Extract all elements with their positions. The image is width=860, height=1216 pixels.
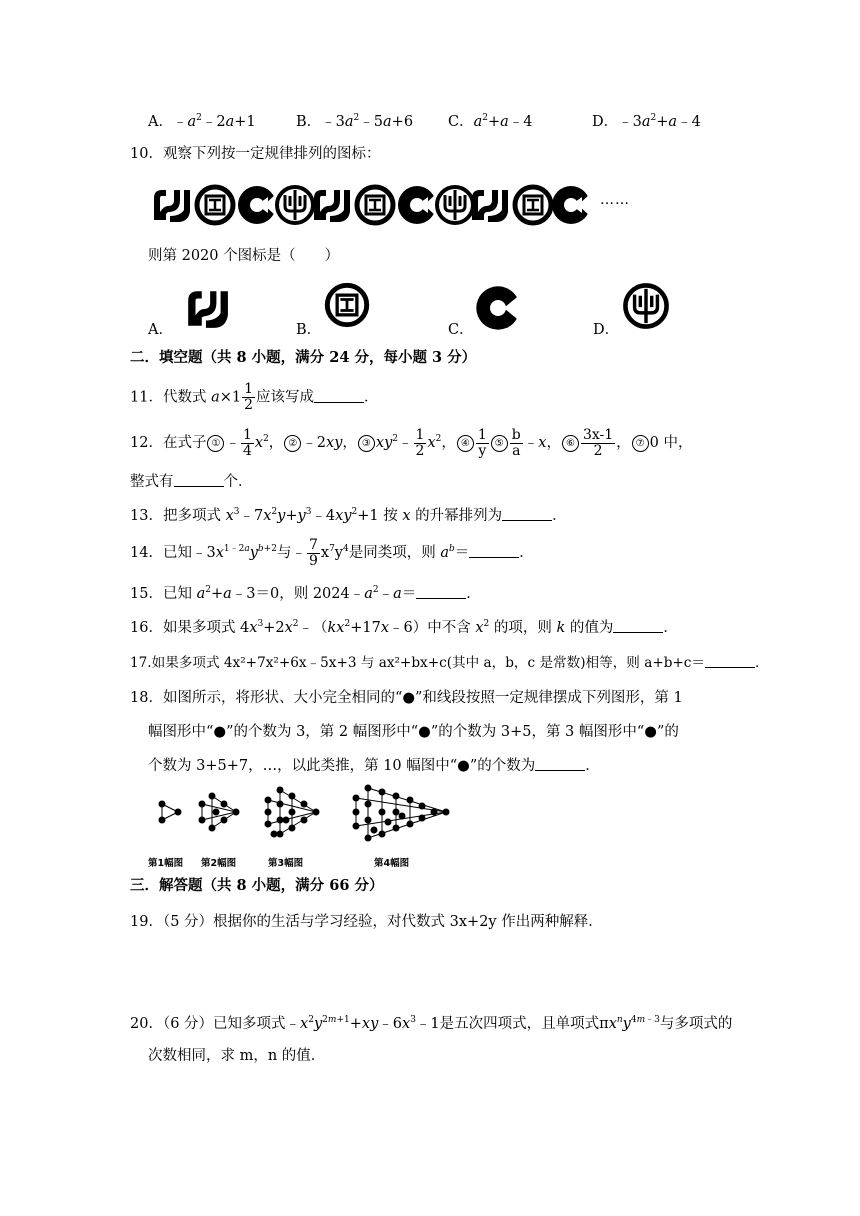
- q16-answer-blank[interactable]: [613, 619, 663, 633]
- q10-option-a-label: A．: [148, 322, 173, 338]
- q13: 13．把多项式 $x^3﹣7x^2y+y^3﹣4xy^2+1$ 按 x 的升幂排列为 ．: [130, 507, 567, 524]
- q15: 15．已知 $a^2+a﹣3=0$，则 $2024﹣a^2﹣a=$ ．: [130, 585, 481, 602]
- bocom-logo-icon: [176, 286, 238, 332]
- sequence-ellipsis: ……: [600, 192, 630, 208]
- dot-pattern-figures: [150, 784, 460, 850]
- q10-stem: 10．观察下列按一定规律排列的图标：: [130, 146, 381, 162]
- q20-line1: 20．（6 分）已知多项式$﹣x^2y^{2m+1}+xy﹣6x^3﹣1$是五次四项式，且单项式$\pi x^ny^{4m﹣3}$与多项式的: [130, 1015, 733, 1032]
- figure-label-4: 第4幅图: [374, 858, 410, 869]
- logo-sequence: [150, 182, 590, 226]
- section3-title: 三．解答题（共 8 小题，满分 66 分）: [130, 877, 384, 894]
- q11-fraction: $\frac{1}{2}$: [244, 381, 254, 413]
- q12-line2: 整式有 个．: [130, 474, 253, 490]
- q20-line2: 次数相同，求 m，n 的值．: [148, 1048, 326, 1064]
- q10-option-d-label: D．: [593, 322, 620, 338]
- ccb-logo-icon: [474, 284, 522, 332]
- q18-line2: 幅图形中“●”的个数为 3，第 2 幅图形中“●”的个数为 3+5，第 3 幅图形中“●”的: [148, 724, 679, 740]
- q9-option-c-label: C．: [448, 114, 474, 130]
- q11-answer-blank[interactable]: [314, 389, 364, 403]
- q9-option-c[interactable]: C．$a^2+a﹣4$: [448, 113, 533, 130]
- q17: 17.如果多项式 4x²+7x²+6x﹣5x+3 与 ax²+bx+c(其中 a，b，c 是常数)相等，则 a+b+c＝ ．: [130, 655, 769, 671]
- figure-label-3: 第3幅图: [268, 858, 304, 869]
- q18-line3: 个数为 3+5+7，…，以此类推，第 10 幅图中“●”的个数为 ．: [148, 758, 600, 774]
- q9-option-b[interactable]: B．$﹣3a^2﹣5a+6$: [296, 113, 414, 130]
- q14-answer-blank[interactable]: [469, 544, 519, 558]
- figure-label-2: 第2幅图: [201, 858, 237, 869]
- section2-title: 二．填空题（共 8 小题，满分 24 分，每小题 3 分）: [130, 349, 477, 366]
- q16: 16．如果多项式 $4x^3+2x^2﹣(kx^2+17x﹣6)$中不含 $x^2$ 的项，则 k 的值为 ．: [130, 619, 678, 636]
- q13-answer-blank[interactable]: [502, 507, 552, 521]
- q19: 19．（5 分）根据你的生活与学习经验，对代数式 3x+2y 作出两种解释．: [130, 914, 603, 930]
- q9-option-a[interactable]: A．$﹣a^2﹣2a+1$: [148, 113, 256, 130]
- q17-answer-blank[interactable]: [705, 654, 755, 668]
- q9-option-d-label: D．: [592, 114, 619, 130]
- q12: 12．在式子 ① ﹣ $\frac{1}{4}$ $x^2$， ② ﹣2xy， ③ $xy^2﹣$ $\frac{1}{2}$ $x^2$， ④ $\frac{1}{y}$ ⑤ $\frac{b}{a}$ ﹣x， ⑥ $\frac{3x-1}{2}$ ， ⑦ 0 中，: [130, 426, 693, 459]
- abc-logo-icon: [622, 282, 670, 330]
- q14: 14．已知$﹣3x^{1﹣2a}y^{b+2}$与﹣ $\frac{7}{9}$ $x^7y^4$是同类项，则 $a^b=$ ．: [130, 536, 534, 569]
- q10-option-c-label: C．: [448, 322, 474, 338]
- figure-label-1: 第1幅图: [148, 858, 184, 869]
- q15-answer-blank[interactable]: [416, 585, 466, 599]
- q10-question: 则第 2020 个图标是（ ）: [148, 248, 340, 264]
- q12-answer-blank[interactable]: [174, 473, 224, 487]
- q10-option-b-label: B．: [296, 322, 322, 338]
- q18-answer-blank[interactable]: [535, 757, 585, 771]
- icbc-logo-icon: [324, 282, 370, 328]
- q9-option-b-label: B．: [296, 114, 322, 130]
- q11: 11．代数式 a×1 $\frac{1}{2}$ 应该写成 ．: [130, 381, 379, 413]
- q18-line1: 18．如图所示，将形状、大小完全相同的“●”和线段按照一定规律摆成下列图形，第 1: [130, 690, 683, 706]
- q9-option-a-label: A．: [148, 114, 173, 130]
- q9-option-d[interactable]: D．$﹣3a^2+a﹣4$: [592, 113, 701, 130]
